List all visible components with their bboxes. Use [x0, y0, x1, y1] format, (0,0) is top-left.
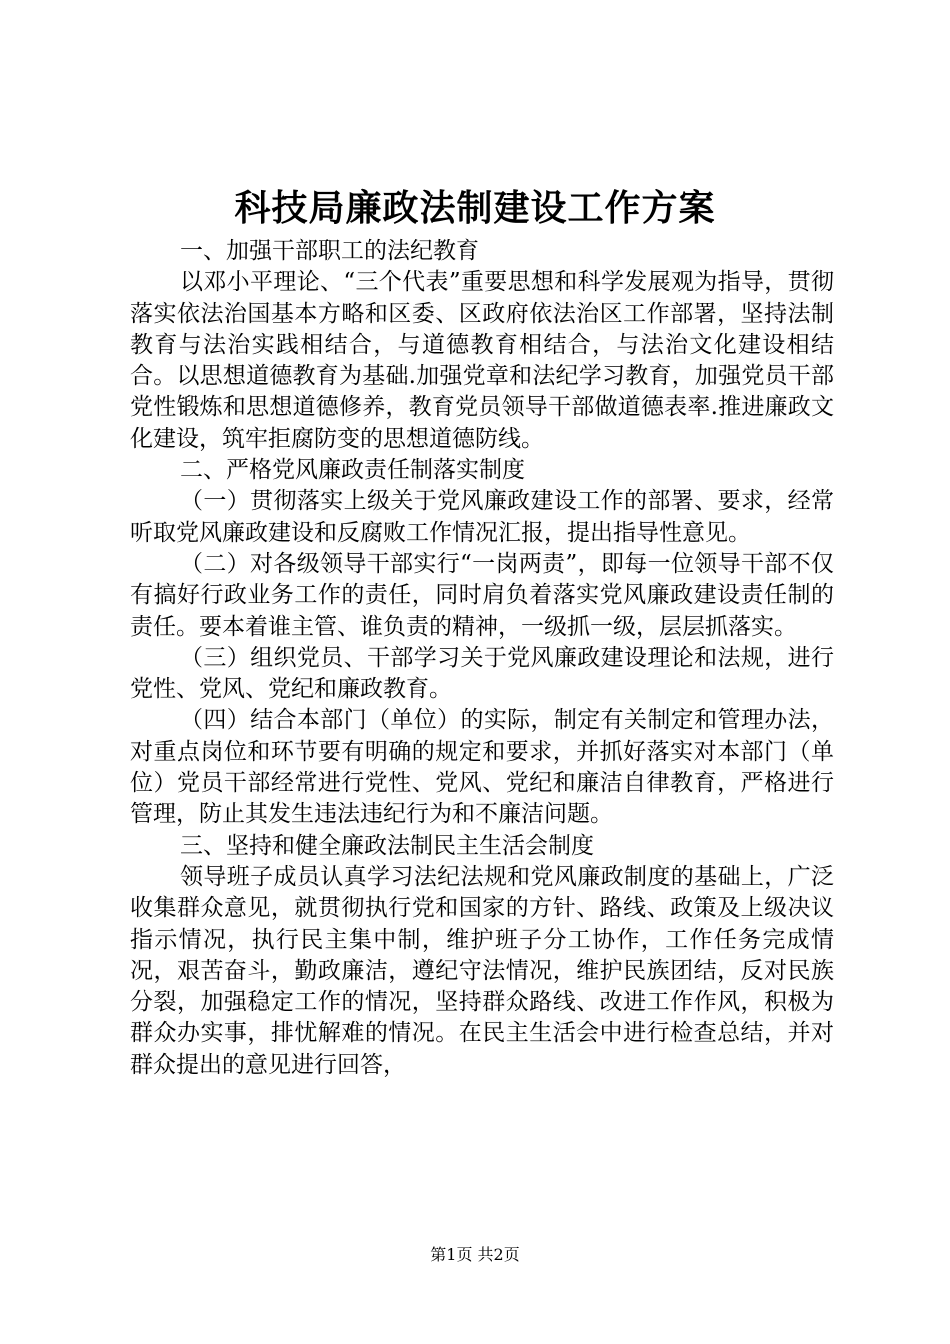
document-body — [130, 236, 834, 1081]
section-heading: 二、严格党风廉政责任制落实制度 — [180, 457, 525, 484]
paragraph: 以邓小平理论、“三个代表”重要思想和科学发展观为指导，贯彻落实依法治国基本方略和区委、区政府依法治区工作部署，坚持法制教育与法治实践相结合，与道德教育相结合，与法治文化建设相结合。以思想道德教育为基础.加强党章和法纪学习教育，加强党员干部党性锻炼和思想道德修养，教育党员领导干部做道德表率.推进廉政文化建设，筑牢拒腐防变的思想道德防线。 — [130, 269, 834, 452]
page-number-footer: 第1页 共2页 — [430, 1245, 520, 1264]
section-heading: 一、加强干部职工的法纪教育 — [180, 238, 479, 264]
page-title: 科技局廉政法制建设工作方案 — [234, 187, 716, 229]
paragraph: （三）组织党员、干部学习关于党风廉政建设理论和法规，进行党性、党风、党纪和廉政教育。 — [130, 644, 834, 703]
section-heading: 三、坚持和健全廉政法制民主生活会制度 — [180, 832, 594, 859]
paragraph: 领导班子成员认真学习法纪法规和党风廉政制度的基础上，广泛收集群众意见，就贯彻执行党和国家的方针、路线、政策及上级决议指示情况，执行民主集中制，维护班子分工协作，工作任务完成情况，艰苦奋斗，勤政廉洁，遵纪守法情况，维护民族团结，反对民族分裂，加强稳定工作的情况，坚持群众路线、改进工作作风，积极为群众办实事，排忧解难的情况。在民主生活会中进行检查总结，并对群众提出的意见进行回答， — [130, 863, 834, 1078]
paragraph: （四）结合本部门（单位）的实际，制定有关制定和管理办法，对重点岗位和环节要有明确的规定和要求，并抓好落实对本部门（单位）党员干部经常进行党性、党风、党纪和廉洁自律教育，严格进行管理，防止其发生违法违纪行为和不廉洁问题。 — [130, 707, 834, 828]
paragraph: （二）对各级领导干部实行“一岗两责”，即每一位领导干部不仅有搞好行政业务工作的责任，同时肩负着落实党风廉政建设责任制的责任。要本着谁主管、谁负责的精神，一级抓一级，层层抓落实。 — [130, 550, 834, 640]
paragraph: （一）贯彻落实上级关于党风廉政建设工作的部署、要求，经常听取党风廉政建设和反腐败工作情况汇报，提出指导性意见。 — [130, 488, 834, 546]
